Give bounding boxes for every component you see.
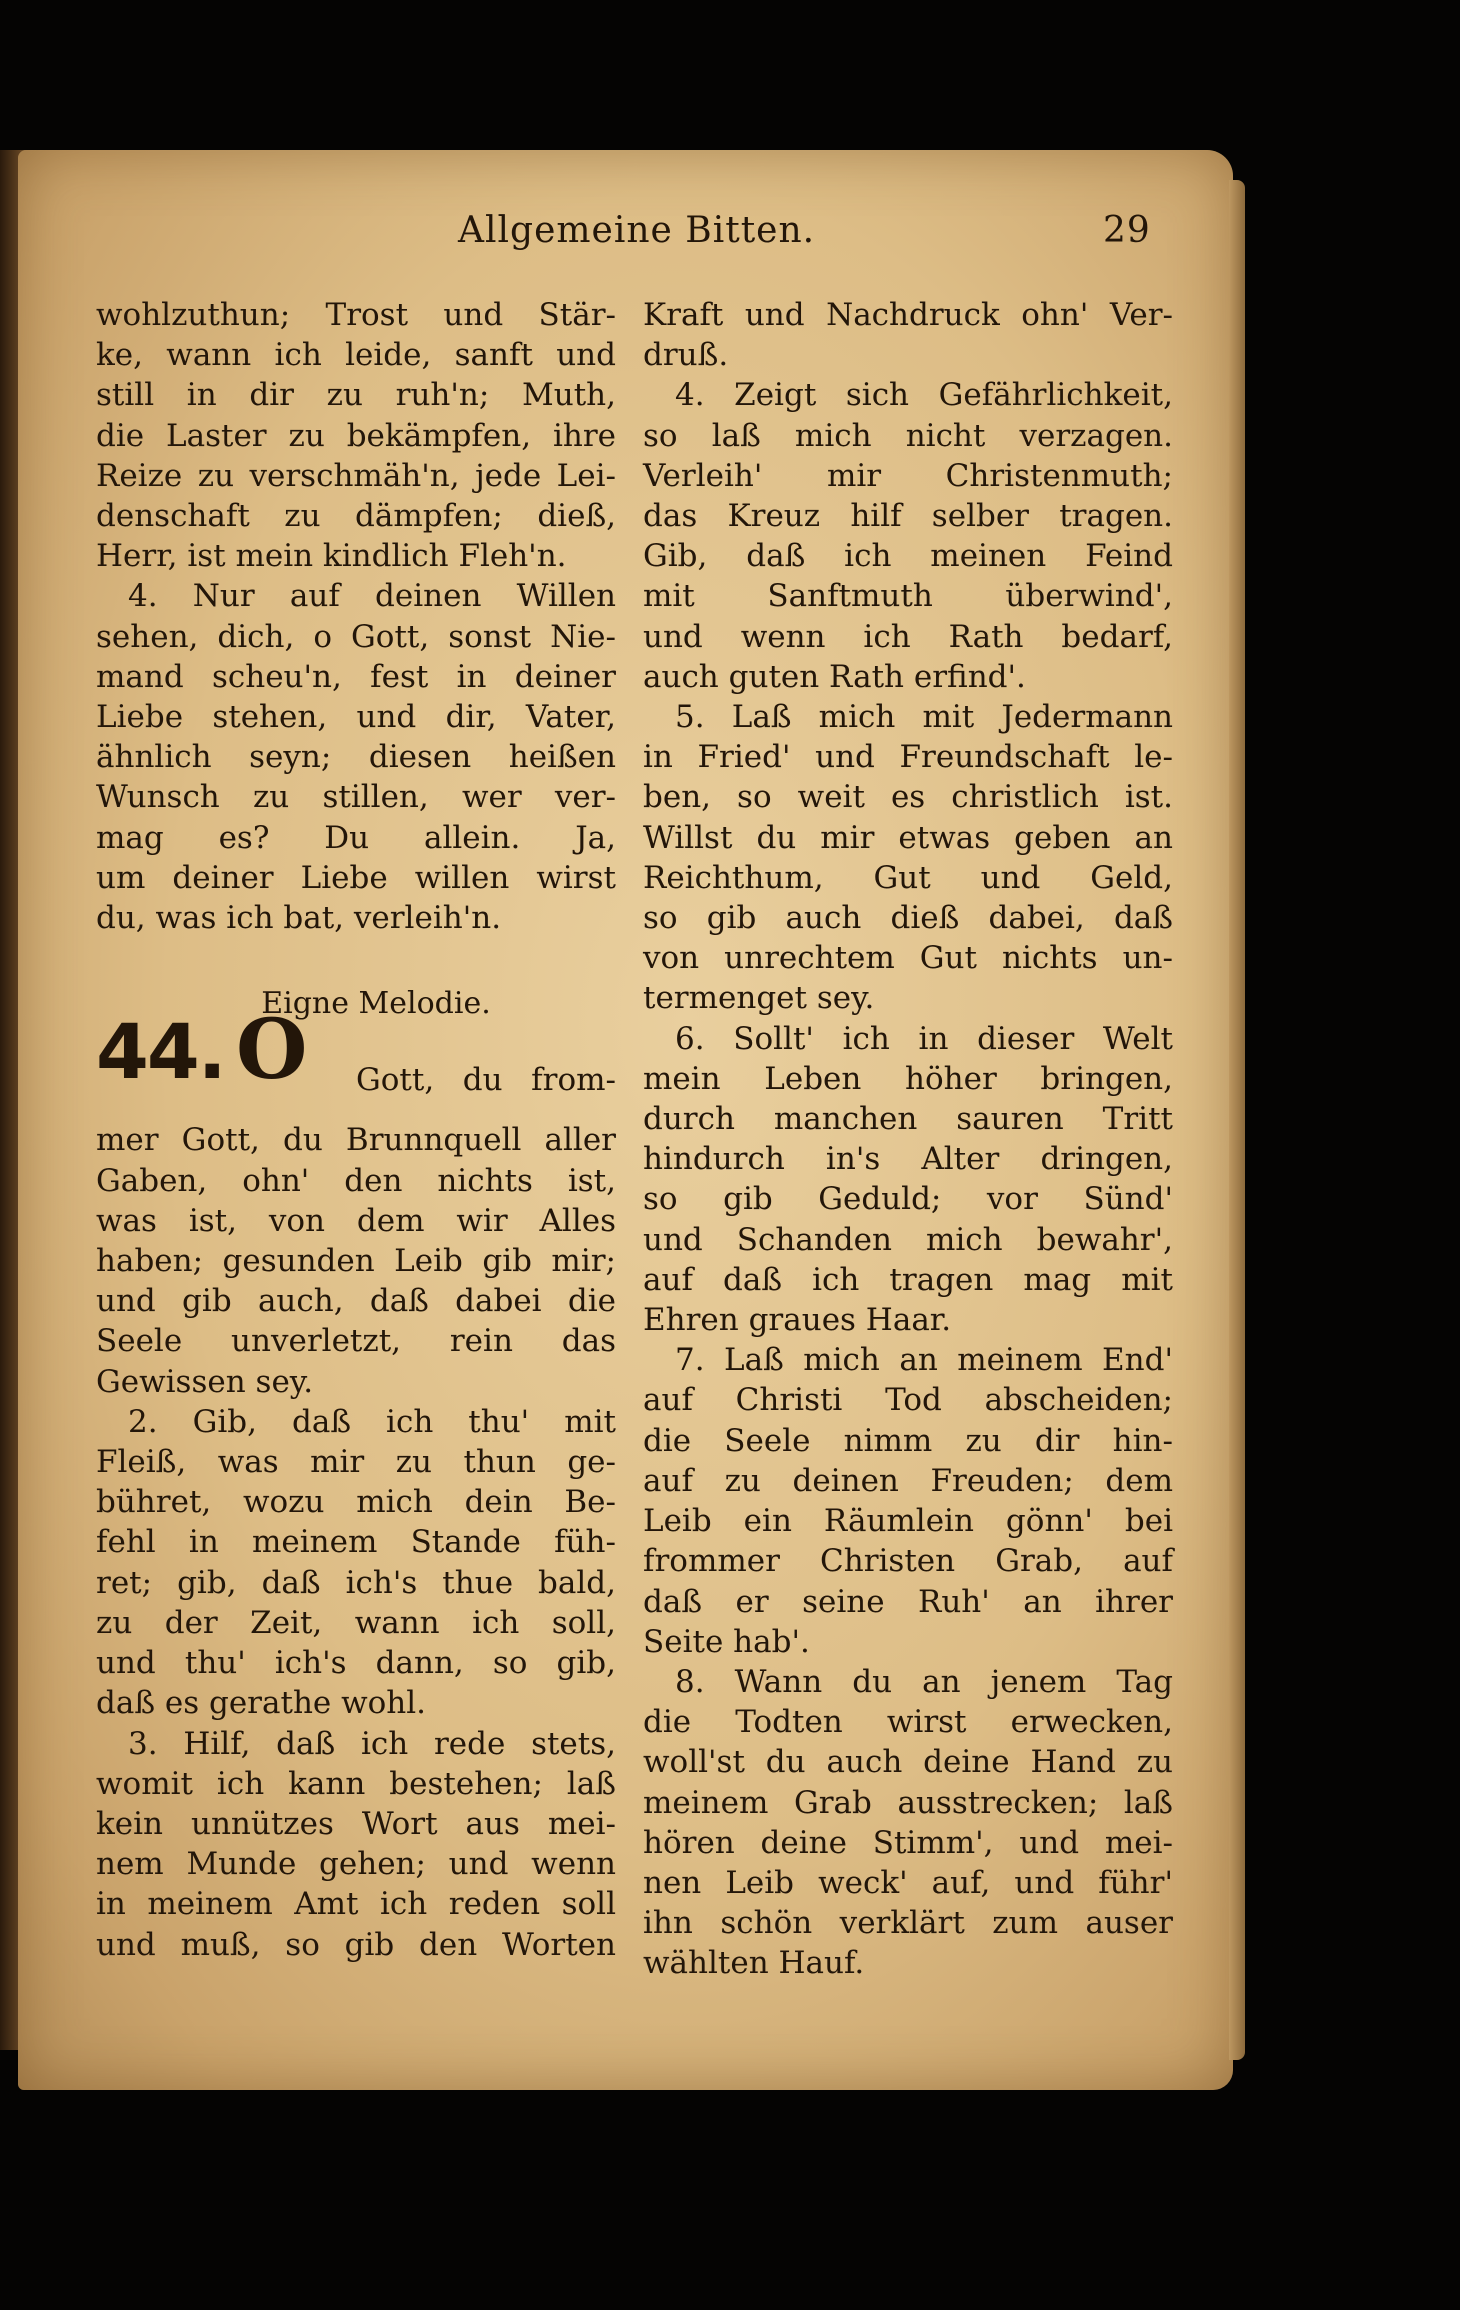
text-line: Liebe stehen, und dir, Vater,: [96, 699, 616, 736]
text-line: Seite hab'.: [643, 1623, 810, 1660]
text-line: haben; gesunden Leib gib mir;: [96, 1243, 616, 1280]
running-title: Allgemeine Bitten.: [458, 210, 816, 251]
text-line: 7. Laß mich an meinem End': [675, 1342, 1173, 1379]
text-line: so gib Geduld; vor Sünd': [643, 1181, 1173, 1218]
right-column: [643, 295, 1173, 1984]
text-line: still in dir zu ruh'n; Muth,: [96, 377, 616, 414]
text-line: wählten Hauf.: [643, 1945, 865, 1982]
text-line: in meinem Amt ich reden soll: [96, 1886, 616, 1923]
text-line: du, was ich bat, verleih'n.: [96, 900, 502, 937]
text-line: zu der Zeit, wann ich soll,: [96, 1604, 616, 1641]
page-number: 29: [1103, 210, 1151, 251]
text-line: Gaben, ohn' den nichts ist,: [96, 1162, 616, 1199]
text-line: mag es? Du allein. Ja,: [96, 819, 616, 856]
text-line: bühret, wozu mich dein Be-: [96, 1484, 616, 1521]
text-line: termenget sey.: [643, 980, 875, 1017]
text-line: in Fried' und Freundschaft le-: [643, 739, 1173, 776]
melody-heading: Eigne Melodie.: [261, 986, 491, 1022]
text-line: und thu' ich's dann, so gib,: [96, 1645, 616, 1682]
text-line: 8. Wann du an jenem Tag: [675, 1663, 1173, 1700]
text-line: Leib ein Räumlein gönn' bei: [643, 1503, 1173, 1540]
text-line: auf Christi Tod abscheiden;: [643, 1382, 1173, 1419]
text-line: womit ich kann bestehen; laß: [96, 1765, 616, 1802]
text-line: fehl in meinem Stande füh-: [96, 1524, 616, 1561]
text-line: und wenn ich Rath bedarf,: [643, 618, 1173, 655]
text-line: die Laster zu bekämpfen, ihre: [96, 417, 616, 454]
left-text-top: [96, 295, 616, 938]
left-text-bottom: [96, 1120, 616, 1964]
text-line: so laß mich nicht verzagen.: [643, 417, 1173, 454]
text-line: Wunsch zu stillen, wer ver-: [96, 779, 616, 816]
text-line: Gewissen sey.: [96, 1363, 314, 1400]
text-line: mit Sanftmuth überwind',: [643, 578, 1173, 615]
text-line: und gib auch, daß dabei die: [96, 1283, 616, 1320]
text-line: 4. Zeigt sich Gefährlichkeit,: [675, 377, 1173, 414]
text-line: um deiner Liebe willen wirst: [96, 859, 616, 896]
text-line: die Todten wirst erwecken,: [643, 1704, 1173, 1741]
text-line: nem Munde gehen; und wenn: [96, 1846, 616, 1883]
text-line: hören deine Stimm', und mei-: [643, 1824, 1173, 1861]
text-line: Verleih' mir Christenmuth;: [643, 457, 1173, 494]
text-line: was ist, von dem wir Alles: [96, 1202, 616, 1239]
text-line: nen Leib weck' auf, und führ': [643, 1864, 1173, 1901]
text-line: mein Leben höher bringen,: [643, 1060, 1173, 1097]
text-line: auf zu deinen Freuden; dem: [643, 1462, 1173, 1499]
left-column: [96, 295, 616, 1965]
text-line: Gott, du from-: [356, 1062, 616, 1099]
text-line: hindurch in's Alter dringen,: [643, 1141, 1173, 1178]
text-line: frommer Christen Grab, auf: [643, 1543, 1173, 1580]
text-line: Gib, daß ich meinen Feind: [643, 538, 1173, 575]
text-line: denschaft zu dämpfen; dieß,: [96, 498, 616, 535]
text-line: ret; gib, daß ich's thue bald,: [96, 1564, 616, 1601]
text-line: Reichthum, Gut und Geld,: [643, 859, 1173, 896]
text-line: ke, wann ich leide, sanft und: [96, 337, 616, 374]
text-line: Seele unverletzt, rein das: [96, 1323, 616, 1360]
text-line: kein unnützes Wort aus mei-: [96, 1805, 616, 1842]
text-line: Willst du mir etwas geben an: [643, 819, 1173, 856]
text-line: mand scheu'n, fest in deiner: [96, 658, 616, 695]
page-edge: [1229, 180, 1245, 2060]
hymn-number: 44.: [96, 1007, 225, 1097]
text-line: 5. Laß mich mit Jedermann: [675, 699, 1173, 736]
text-line: ähnlich seyn; diesen heißen: [96, 739, 616, 776]
drop-initial: O: [236, 1002, 308, 1099]
text-line: so gib auch dieß dabei, daß: [643, 900, 1173, 937]
text-line: wohlzuthun; Trost und Stär-: [96, 297, 616, 333]
text-line: auch guten Rath erfind'.: [643, 658, 1026, 695]
book-page: [18, 150, 1233, 2090]
text-line: Ehren graues Haar.: [643, 1302, 952, 1339]
text-line: druß.: [643, 337, 729, 374]
text-line: 3. Hilf, daß ich rede stets,: [128, 1725, 616, 1762]
text-line: Reize zu verschmäh'n, jede Lei-: [96, 457, 616, 494]
text-line: mer Gott, du Brunnquell aller: [96, 1122, 616, 1159]
text-line: daß es gerathe wohl.: [96, 1685, 427, 1722]
text-line: ihn schön verklärt zum auser: [643, 1905, 1173, 1942]
text-line: woll'st du auch deine Hand zu: [643, 1744, 1173, 1781]
text-line: von unrechtem Gut nichts un-: [643, 940, 1173, 977]
text-line: Fleiß, was mir zu thun ge-: [96, 1444, 616, 1481]
text-line: Kraft und Nachdruck ohn' Ver-: [643, 297, 1173, 333]
text-line: meinem Grab ausstrecken; laß: [643, 1784, 1173, 1821]
text-line: und muß, so gib den Worten: [96, 1926, 616, 1963]
text-line: daß er seine Ruh' an ihrer: [643, 1583, 1173, 1620]
text-line: auf daß ich tragen mag mit: [643, 1261, 1173, 1298]
text-line: ben, so weit es christlich ist.: [643, 779, 1173, 816]
text-line: Herr, ist mein kindlich Fleh'n.: [96, 538, 567, 575]
text-line: 2. Gib, daß ich thu' mit: [128, 1403, 616, 1440]
text-line: 6. Sollt' ich in dieser Welt: [675, 1020, 1173, 1057]
text-line: 4. Nur auf deinen Willen: [128, 578, 616, 615]
text-line: durch manchen sauren Tritt: [643, 1101, 1173, 1138]
text-line: sehen, dich, o Gott, sonst Nie-: [96, 618, 616, 655]
text-line: die Seele nimm zu dir hin-: [643, 1422, 1173, 1459]
text-line: das Kreuz hilf selber tragen.: [643, 498, 1173, 535]
text-line: und Schanden mich bewahr',: [643, 1221, 1173, 1258]
